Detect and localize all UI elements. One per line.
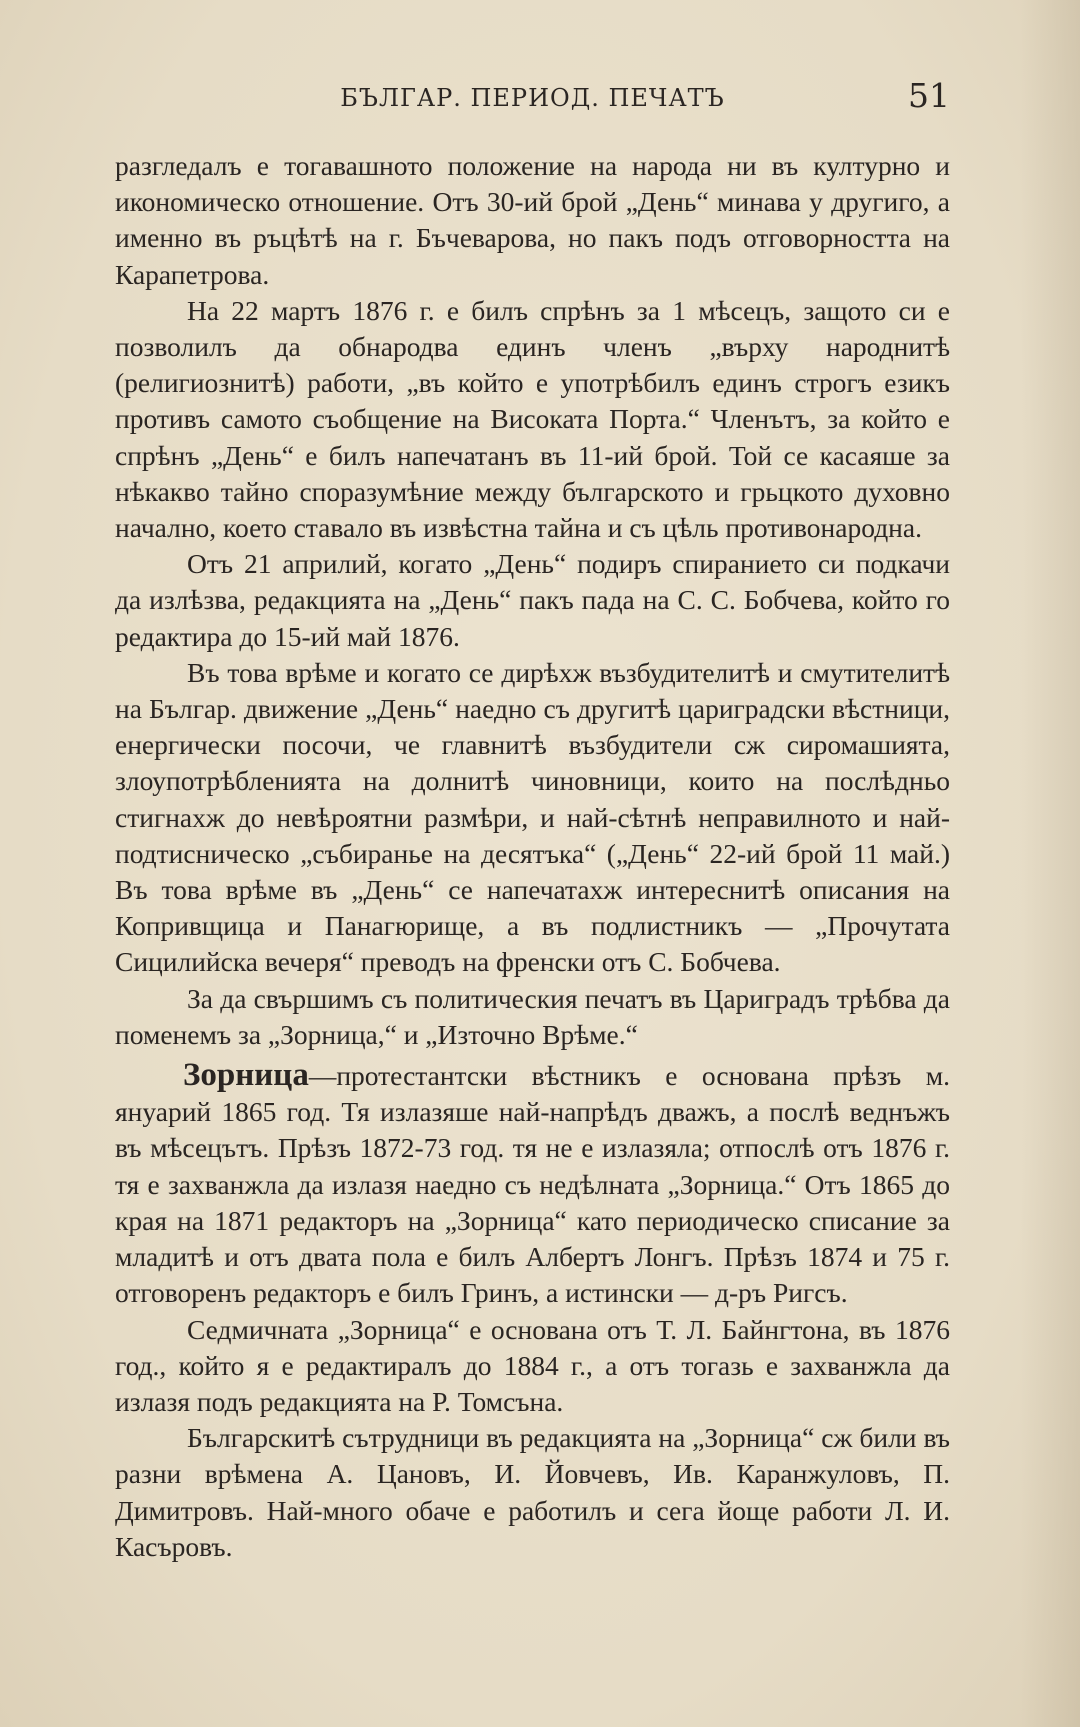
page-number: 51 [908, 76, 950, 115]
running-head-title: БЪЛГАР. ПЕРИОД. ПЕЧАТЪ [340, 84, 725, 112]
paragraph-2: На 22 мартъ 1876 г. е билъ спрѣнъ за 1 мѣсецъ, защото си е позволилъ да обнародва единъ членъ „върху народнитѣ (религиознитѣ) работи, „въ който е употрѣбилъ единъ строгъ езикъ противъ самото съобщение на Високата Порта.“ Членътъ, за който е спрѣнъ „День“ е билъ напечатанъ въ 11-ий брой. Той се касаяше за нѣкакво тайно споразумѣние между българското и грьцкото духовно начално, което ставало въ извѣстна тайна и съ цѣль противонародна. [115, 294, 950, 544]
paragraph-6-text: —протестантски вѣстникъ е основана прѣзъ м. януарий 1865 год. Тя излазяше най-напрѣдъ дважъ, а послѣ веднъжъ въ мѣсецътъ. Прѣзъ 1872-73 год. тя не е излазяла; отпослѣ отъ 1876 г. тя е захванжла да излазя наедно съ недѣлната „Зорница.“ Отъ 1865 до края на 1871 редакторъ на „Зорница“ като периодическо списание за младитѣ и отъ двата пола е билъ Албертъ Лонгъ. Прѣзъ 1874 и 75 г. отговоренъ редакторъ е билъ Гринъ, а истински — д-ръ Ригсъ. [115, 1060, 950, 1309]
body-text [115, 148, 950, 1565]
paragraph-7: Седмичната „Зорница“ е основана отъ Т. Л. Байнгтона, въ 1876 год., който я е редактиралъ до 1884 г., а отъ тогазь е захванжла да излазя подъ редакцията на Р. Томсъна. [115, 1313, 950, 1417]
paragraph-5: За да свършимъ съ политическия печатъ въ Цариградъ трѣбва да поменемъ за „Зорница,“ и „Източно Врѣме.“ [115, 982, 950, 1050]
paragraph-6 [115, 1057, 950, 1311]
paragraph-3: Отъ 21 априлий, когато „День“ подиръ спиранието си подкачи да излѣзва, редакцията на „День“ пакъ пада на С. С. Бобчева, който го редактира до 15-ий май 1876. [115, 548, 950, 652]
paragraph-1: разгледалъ е тогавашното положение на народа ни въ културно и икономическо отношение. Отъ 30-ий брой „День“ минава у другиго, а именно въ ръцѣтѣ на г. Бъчеварова, но пакъ подъ отговорността на Карапетрова. [115, 150, 950, 290]
page-edge-shading [1020, 0, 1080, 1727]
paragraph-4: Въ това врѣме и когато се дирѣхж възбудителитѣ и смутителитѣ на Българ. движение „День“ наедно съ другитѣ цариградски вѣстници, енергически посочи, че главнитѣ възбудители сж сиромашията, злоупотрѣбленията на долнитѣ чиновници, които на послѣдньо стигнахж до невѣроятни размѣри, и най-сѣтнѣ неправилното и най-подтисническо „събиранье на десятъка“ („День“ 22-ий брой 11 май.) Въ това врѣме въ „День“ се напечатахж интереснитѣ описания на Копривщица и Панагюрище, а въ подлистникъ — „Прочутата Сицилийска вечеря“ преводъ на френски отъ С. Бобчева. [115, 656, 950, 978]
running-head [115, 76, 950, 116]
paragraph-8: Българскитѣ сътрудници въ редакцията на „Зорница“ сж били въ разни врѣмена А. Цановъ, И. Йовчевъ, Ив. Каранжуловъ, П. Димитровъ. Най-много обаче е работилъ и сега йоще работи Л. И. Касъровъ. [115, 1422, 950, 1562]
section-lead-word: Зорница [183, 1057, 309, 1094]
